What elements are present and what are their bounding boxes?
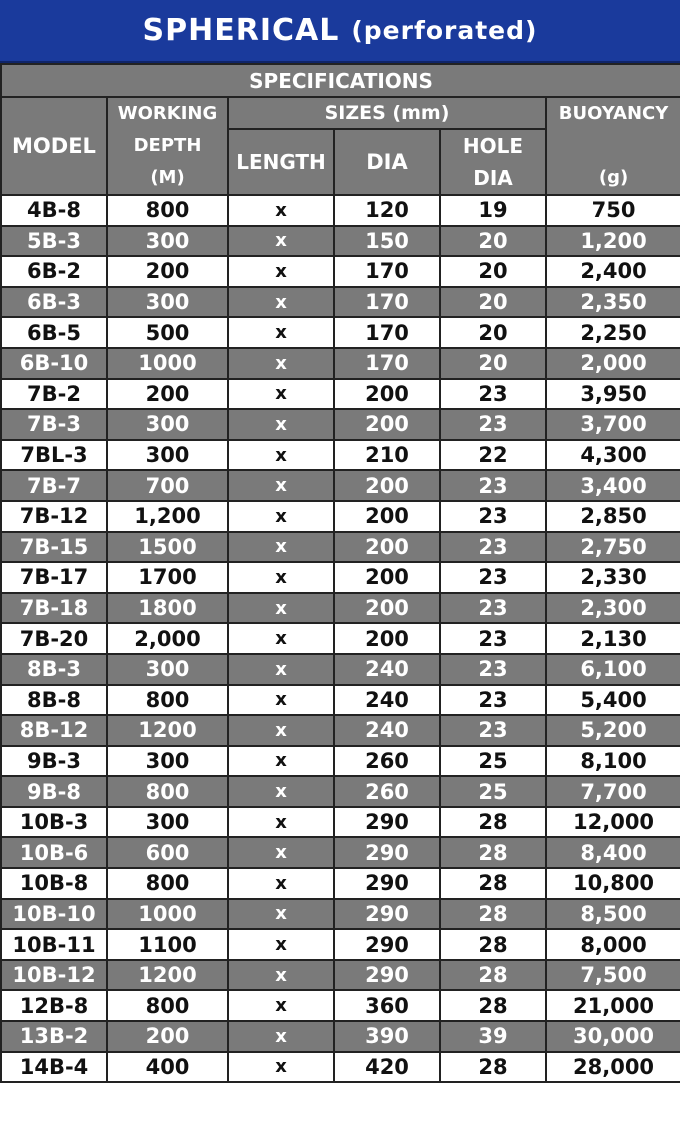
working-depth-cell: 1100	[107, 929, 228, 960]
buoyancy-cell: 2,850	[546, 501, 680, 532]
dia-cell: 260	[334, 746, 440, 777]
buoyancy-cell: 8,000	[546, 929, 680, 960]
model-cell: 10B-10	[1, 899, 107, 930]
table-row	[1, 807, 680, 838]
dia-cell: 120	[334, 195, 440, 226]
working-depth-cell: 1200	[107, 715, 228, 746]
hole-dia-cell: 20	[440, 256, 546, 287]
dia-cell: 420	[334, 1052, 440, 1083]
dia-cell: 240	[334, 654, 440, 685]
table-row	[1, 685, 680, 716]
dia-cell: 170	[334, 256, 440, 287]
dia-cell: 200	[334, 623, 440, 654]
working-depth-cell: 1500	[107, 532, 228, 563]
table-row	[1, 715, 680, 746]
length-cell: x	[228, 593, 334, 624]
table-row	[1, 470, 680, 501]
dia-cell: 200	[334, 501, 440, 532]
sizes-header: SIZES (mm)	[228, 97, 546, 129]
hole-dia-cell: 28	[440, 899, 546, 930]
title-main: SPHERICAL	[142, 13, 340, 48]
working-depth-cell: 800	[107, 776, 228, 807]
length-cell: x	[228, 623, 334, 654]
model-cell: 6B-10	[1, 348, 107, 379]
buoyancy-cell: 3,700	[546, 409, 680, 440]
table-row	[1, 776, 680, 807]
buoyancy-cell: 2,130	[546, 623, 680, 654]
buoyancy-cell: 8,100	[546, 746, 680, 777]
model-cell: 8B-12	[1, 715, 107, 746]
working-depth-cell: 300	[107, 409, 228, 440]
length-cell: x	[228, 348, 334, 379]
table-row	[1, 837, 680, 868]
dia-cell: 260	[334, 776, 440, 807]
buoyancy-cell: 5,200	[546, 715, 680, 746]
working-depth-cell: 700	[107, 470, 228, 501]
hole-dia-cell: 23	[440, 379, 546, 410]
dia-cell: 200	[334, 532, 440, 563]
model-cell: 7B-12	[1, 501, 107, 532]
working-depth-cell: 400	[107, 1052, 228, 1083]
dia-cell: 170	[334, 348, 440, 379]
working-depth-cell: 1800	[107, 593, 228, 624]
table-row	[1, 440, 680, 471]
working-depth-header: WORKING DEPTH (M)	[107, 97, 228, 195]
table-row	[1, 256, 680, 287]
hole-dia-cell: 19	[440, 195, 546, 226]
hole-dia-cell: 25	[440, 746, 546, 777]
buoyancy-cell: 5,400	[546, 685, 680, 716]
length-cell: x	[228, 317, 334, 348]
table-row	[1, 562, 680, 593]
model-cell: 8B-8	[1, 685, 107, 716]
dia-cell: 360	[334, 990, 440, 1021]
working-depth-cell: 1200	[107, 960, 228, 991]
table-row	[1, 287, 680, 318]
buoyancy-cell: 7,700	[546, 776, 680, 807]
table-row	[1, 960, 680, 991]
model-cell: 6B-3	[1, 287, 107, 318]
length-cell: x	[228, 776, 334, 807]
length-cell: x	[228, 256, 334, 287]
buoyancy-cell: 2,400	[546, 256, 680, 287]
length-cell: x	[228, 226, 334, 257]
model-cell: 6B-5	[1, 317, 107, 348]
length-cell: x	[228, 1021, 334, 1052]
table-row	[1, 990, 680, 1021]
working-depth-cell: 300	[107, 746, 228, 777]
hole-dia-cell: 23	[440, 623, 546, 654]
table-row	[1, 654, 680, 685]
buoyancy-cell: 8,400	[546, 837, 680, 868]
hole-dia-cell: 23	[440, 685, 546, 716]
length-cell: x	[228, 990, 334, 1021]
buoyancy-cell: 4,300	[546, 440, 680, 471]
model-cell: 7B-17	[1, 562, 107, 593]
buoyancy-cell: 12,000	[546, 807, 680, 838]
length-cell: x	[228, 501, 334, 532]
length-cell: x	[228, 746, 334, 777]
buoyancy-cell: 8,500	[546, 899, 680, 930]
table-row	[1, 348, 680, 379]
specifications-table	[0, 63, 680, 1083]
buoyancy-cell: 2,000	[546, 348, 680, 379]
hole-dia-cell: 23	[440, 501, 546, 532]
model-cell: 7B-3	[1, 409, 107, 440]
length-cell: x	[228, 715, 334, 746]
working-depth-cell: 600	[107, 837, 228, 868]
buoyancy-cell: 7,500	[546, 960, 680, 991]
model-cell: 9B-3	[1, 746, 107, 777]
working-depth-cell: 300	[107, 226, 228, 257]
dia-cell: 290	[334, 929, 440, 960]
length-cell: x	[228, 532, 334, 563]
model-cell: 7BL-3	[1, 440, 107, 471]
working-depth-cell: 800	[107, 868, 228, 899]
table-row	[1, 1021, 680, 1052]
model-header: MODEL	[1, 97, 107, 195]
length-header: LENGTH	[228, 129, 334, 195]
hole-dia-cell: 28	[440, 837, 546, 868]
model-cell: 12B-8	[1, 990, 107, 1021]
buoyancy-header: BUOYANCY (g)	[546, 97, 680, 195]
length-cell: x	[228, 195, 334, 226]
dia-cell: 290	[334, 960, 440, 991]
model-cell: 10B-12	[1, 960, 107, 991]
working-depth-cell: 1,200	[107, 501, 228, 532]
model-cell: 10B-11	[1, 929, 107, 960]
hole-dia-cell: 20	[440, 226, 546, 257]
working-depth-cell: 1000	[107, 348, 228, 379]
length-cell: x	[228, 654, 334, 685]
length-cell: x	[228, 929, 334, 960]
model-cell: 6B-2	[1, 256, 107, 287]
length-cell: x	[228, 409, 334, 440]
buoyancy-cell: 3,400	[546, 470, 680, 501]
table-row	[1, 501, 680, 532]
length-cell: x	[228, 1052, 334, 1083]
model-cell: 14B-4	[1, 1052, 107, 1083]
table-row	[1, 532, 680, 563]
length-cell: x	[228, 807, 334, 838]
model-cell: 10B-6	[1, 837, 107, 868]
working-depth-cell: 800	[107, 195, 228, 226]
working-depth-cell: 300	[107, 440, 228, 471]
dia-cell: 200	[334, 593, 440, 624]
hole-dia-cell: 23	[440, 532, 546, 563]
table-row	[1, 593, 680, 624]
model-cell: 9B-8	[1, 776, 107, 807]
hole-dia-cell: 28	[440, 868, 546, 899]
length-cell: x	[228, 960, 334, 991]
dia-cell: 170	[334, 317, 440, 348]
buoyancy-cell: 21,000	[546, 990, 680, 1021]
length-cell: x	[228, 562, 334, 593]
length-cell: x	[228, 868, 334, 899]
table-row	[1, 226, 680, 257]
hole-dia-header: HOLE DIA	[440, 129, 546, 195]
buoyancy-cell: 3,950	[546, 379, 680, 410]
dia-cell: 210	[334, 440, 440, 471]
model-cell: 8B-3	[1, 654, 107, 685]
hole-dia-cell: 23	[440, 715, 546, 746]
buoyancy-cell: 2,250	[546, 317, 680, 348]
hole-dia-cell: 28	[440, 1052, 546, 1083]
specifications-header: SPECIFICATIONS	[1, 64, 680, 97]
dia-cell: 200	[334, 409, 440, 440]
model-cell: 7B-18	[1, 593, 107, 624]
dia-cell: 390	[334, 1021, 440, 1052]
hole-dia-cell: 23	[440, 562, 546, 593]
hole-dia-cell: 28	[440, 929, 546, 960]
title-sub: (perforated)	[351, 16, 538, 45]
working-depth-cell: 300	[107, 807, 228, 838]
table-row	[1, 746, 680, 777]
dia-cell: 290	[334, 899, 440, 930]
buoyancy-cell: 750	[546, 195, 680, 226]
hole-dia-cell: 25	[440, 776, 546, 807]
model-cell: 4B-8	[1, 195, 107, 226]
working-depth-cell: 200	[107, 1021, 228, 1052]
dia-header: DIA	[334, 129, 440, 195]
length-cell: x	[228, 379, 334, 410]
hole-dia-cell: 23	[440, 654, 546, 685]
table-row	[1, 899, 680, 930]
buoyancy-cell: 30,000	[546, 1021, 680, 1052]
hole-dia-cell: 20	[440, 348, 546, 379]
model-cell: 7B-7	[1, 470, 107, 501]
working-depth-cell: 800	[107, 685, 228, 716]
working-depth-cell: 2,000	[107, 623, 228, 654]
model-cell: 7B-2	[1, 379, 107, 410]
dia-cell: 150	[334, 226, 440, 257]
working-depth-cell: 200	[107, 379, 228, 410]
working-depth-cell: 500	[107, 317, 228, 348]
length-cell: x	[228, 685, 334, 716]
model-cell: 10B-3	[1, 807, 107, 838]
length-cell: x	[228, 470, 334, 501]
table-row	[1, 1052, 680, 1083]
table-row	[1, 317, 680, 348]
hole-dia-cell: 23	[440, 593, 546, 624]
table-row	[1, 929, 680, 960]
model-cell: 10B-8	[1, 868, 107, 899]
length-cell: x	[228, 899, 334, 930]
hole-dia-cell: 28	[440, 807, 546, 838]
hole-dia-cell: 20	[440, 317, 546, 348]
buoyancy-cell: 2,300	[546, 593, 680, 624]
buoyancy-cell: 10,800	[546, 868, 680, 899]
dia-cell: 290	[334, 807, 440, 838]
dia-cell: 200	[334, 562, 440, 593]
buoyancy-cell: 28,000	[546, 1052, 680, 1083]
working-depth-cell: 300	[107, 654, 228, 685]
table-row	[1, 623, 680, 654]
buoyancy-cell: 2,750	[546, 532, 680, 563]
table-row	[1, 868, 680, 899]
length-cell: x	[228, 837, 334, 868]
working-depth-cell: 1000	[107, 899, 228, 930]
dia-cell: 200	[334, 379, 440, 410]
page-title	[0, 0, 680, 63]
hole-dia-cell: 23	[440, 409, 546, 440]
hole-dia-cell: 22	[440, 440, 546, 471]
buoyancy-cell: 6,100	[546, 654, 680, 685]
hole-dia-cell: 28	[440, 990, 546, 1021]
buoyancy-cell: 2,330	[546, 562, 680, 593]
table-row	[1, 195, 680, 226]
table-row	[1, 379, 680, 410]
hole-dia-cell: 20	[440, 287, 546, 318]
dia-cell: 240	[334, 715, 440, 746]
dia-cell: 290	[334, 837, 440, 868]
table-row	[1, 409, 680, 440]
hole-dia-cell: 23	[440, 470, 546, 501]
hole-dia-cell: 28	[440, 960, 546, 991]
dia-cell: 240	[334, 685, 440, 716]
hole-dia-cell: 39	[440, 1021, 546, 1052]
model-cell: 13B-2	[1, 1021, 107, 1052]
buoyancy-cell: 1,200	[546, 226, 680, 257]
dia-cell: 170	[334, 287, 440, 318]
table-body	[1, 195, 680, 1082]
working-depth-cell: 200	[107, 256, 228, 287]
working-depth-cell: 300	[107, 287, 228, 318]
dia-cell: 200	[334, 470, 440, 501]
dia-cell: 290	[334, 868, 440, 899]
length-cell: x	[228, 440, 334, 471]
model-cell: 7B-15	[1, 532, 107, 563]
length-cell: x	[228, 287, 334, 318]
working-depth-cell: 800	[107, 990, 228, 1021]
model-cell: 5B-3	[1, 226, 107, 257]
working-depth-cell: 1700	[107, 562, 228, 593]
buoyancy-cell: 2,350	[546, 287, 680, 318]
model-cell: 7B-20	[1, 623, 107, 654]
